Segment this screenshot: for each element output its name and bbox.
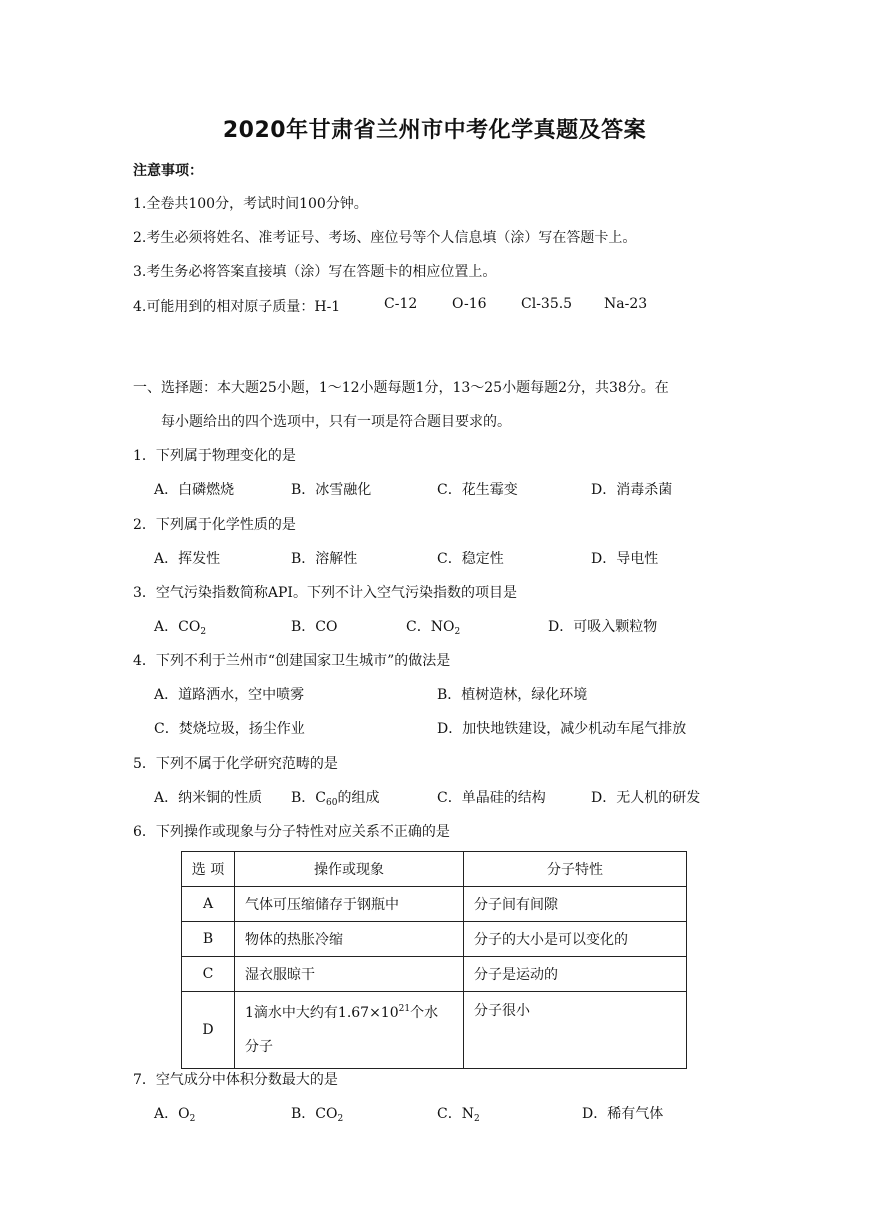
table-cell-phenomenon: 湿衣服晾干 bbox=[235, 957, 464, 992]
question-stem: 3．空气污染指数简称API。下列不计入空气污染指数的项目是 bbox=[133, 585, 517, 601]
table-header: 分子特性 bbox=[464, 852, 687, 887]
question-stem: 5．下列不属于化学研究范畴的是 bbox=[133, 756, 338, 772]
table-cell-property: 分子的大小是可以变化的 bbox=[464, 922, 687, 957]
table-cell-option: B bbox=[182, 922, 235, 957]
notice-item: 3.考生务必将答案直接填（涂）写在答题卡的相应位置上。 bbox=[133, 264, 497, 280]
table-header: 选 项 bbox=[182, 852, 235, 887]
option: A．纳米铜的性质 bbox=[154, 790, 263, 806]
molecule-property-table bbox=[181, 851, 687, 1069]
page-title: 2020年甘肃省兰州市中考化学真题及答案 bbox=[222, 118, 647, 143]
option: B．植树造林，绿化环境 bbox=[437, 687, 588, 703]
question-stem: 1．下列属于物理变化的是 bbox=[133, 448, 296, 464]
section-heading-cont: 每小题给出的四个选项中，只有一项是符合题目要求的。 bbox=[161, 414, 511, 430]
option: D．消毒杀菌 bbox=[591, 482, 673, 498]
question-stem: 2．下列属于化学性质的是 bbox=[133, 517, 296, 533]
option: C．$NO_2$ bbox=[406, 619, 461, 637]
option: B．溶解性 bbox=[291, 551, 358, 567]
option: B．$CO_2$ bbox=[291, 1106, 344, 1124]
atomic-mass: O-16 bbox=[452, 296, 487, 312]
notice-heading: 注意事项： bbox=[133, 163, 203, 179]
table-cell-phenomenon: 物体的热胀冷缩 bbox=[235, 922, 464, 957]
question-stem: 4．下列不利于兰州市“创建国家卫生城市”的做法是 bbox=[133, 653, 451, 669]
atomic-mass: Cl-35.5 bbox=[521, 296, 573, 312]
table-row bbox=[182, 922, 687, 957]
notice-item: 2.考生必须将姓名、准考证号、考场、座位号等个人信息填（涂）写在答题卡上。 bbox=[133, 230, 637, 246]
option: B．CO bbox=[291, 619, 338, 635]
option: B．$C_{60}$的组成 bbox=[291, 790, 380, 808]
option: A．白磷燃烧 bbox=[154, 482, 235, 498]
notice-item: 1.全卷共100分，考试时间100分钟。 bbox=[133, 196, 368, 212]
table-header: 操作或现象 bbox=[235, 852, 464, 887]
table-cell-property: 分子是运动的 bbox=[464, 957, 687, 992]
table-cell-option: A bbox=[182, 887, 235, 922]
option: C．焚烧垃圾，扬尘作业 bbox=[154, 721, 305, 737]
table-cell-option: C bbox=[182, 957, 235, 992]
table-cell-property: 分子很小 bbox=[464, 992, 687, 1069]
option: D．稀有气体 bbox=[582, 1106, 664, 1122]
option: C．单晶硅的结构 bbox=[437, 790, 546, 806]
option: A．$CO_2$ bbox=[154, 619, 207, 637]
option: C．花生霉变 bbox=[437, 482, 518, 498]
section-heading: 一、选择题：本大题25小题，1～12小题每题1分，13～25小题每题2分，共38分。在 bbox=[133, 380, 669, 396]
atomic-mass: C-12 bbox=[384, 296, 418, 312]
option: D．无人机的研发 bbox=[591, 790, 701, 806]
option: D．加快地铁建设，减少机动车尾气排放 bbox=[437, 721, 687, 737]
table-row bbox=[182, 992, 687, 1069]
table-header-row bbox=[182, 852, 687, 887]
table-cell-phenomenon: 1滴水中大约有$1.67\times 10^{21}$个水 分子 bbox=[235, 992, 464, 1069]
option: C．$N_2$ bbox=[437, 1106, 480, 1124]
table-cell-property: 分子间有间隙 bbox=[464, 887, 687, 922]
option: D．导电性 bbox=[591, 551, 659, 567]
option: C．稳定性 bbox=[437, 551, 504, 567]
option: A．$O_2$ bbox=[154, 1106, 196, 1124]
table-row bbox=[182, 957, 687, 992]
table-cell-option: D bbox=[182, 992, 235, 1069]
table-cell-phenomenon: 气体可压缩储存于钢瓶中 bbox=[235, 887, 464, 922]
option: D．可吸入颗粒物 bbox=[548, 619, 658, 635]
question-stem: 6．下列操作或现象与分子特性对应关系不正确的是 bbox=[133, 824, 450, 840]
question-stem: 7．空气成分中体积分数最大的是 bbox=[133, 1072, 338, 1088]
option: A．挥发性 bbox=[154, 551, 221, 567]
option: B．冰雪融化 bbox=[291, 482, 372, 498]
atomic-mass: Na-23 bbox=[604, 296, 648, 312]
table-row bbox=[182, 887, 687, 922]
option: A．道路洒水，空中喷雾 bbox=[154, 687, 305, 703]
atomic-mass-intro: 4.可能用到的相对原子质量：H-1 bbox=[133, 299, 341, 315]
